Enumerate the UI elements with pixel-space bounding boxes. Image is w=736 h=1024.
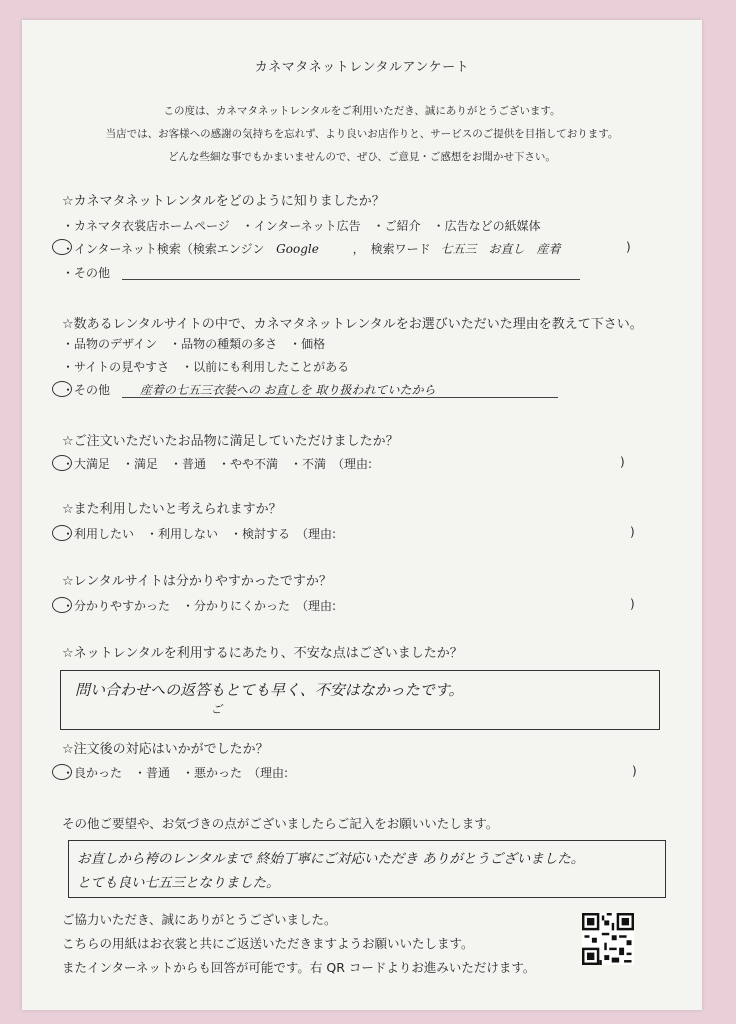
intro-line-2: 当店では、お客様への感謝の気持ちを忘れず、より良いお店作りと、サービスのご提供を目指しております。 bbox=[105, 128, 619, 140]
q7-question: ☆注文後の対応はいかがでしたか？ bbox=[62, 742, 269, 757]
q2-options-line2: ・サイトの見やすさ ・以前にも利用したことがある bbox=[62, 360, 350, 374]
q4-options: ・利用したい ・利用しない ・検討する （理由: bbox=[62, 527, 337, 541]
intro-text bbox=[22, 100, 702, 169]
q1-paren-close: ) bbox=[626, 240, 631, 254]
q5-options: ・分かりやすかった ・分かりにくかった （理由: bbox=[62, 599, 337, 613]
closing-line-1: ご協力いただき、誠にありがとうございました。 bbox=[62, 912, 337, 927]
q1-engine-answer: Google bbox=[276, 242, 319, 256]
closing-line-3: またインターネットからも回答が可能です。右 QR コードよりお進みいただけます。 bbox=[62, 960, 536, 975]
q3-options: ・大満足 ・満足 ・普通 ・やや不満 ・不満 （理由: bbox=[62, 457, 373, 471]
q8-answer-line1: お直しから袴のレンタルまで 終始丁寧にご対応いただき ありがとうございました。 bbox=[77, 851, 585, 867]
q5-paren-close: ) bbox=[630, 597, 635, 611]
q2-other-row bbox=[62, 381, 435, 398]
q1-options-line1: ・カネマタ衣裳店ホームページ ・インターネット広告 ・ご紹介 ・広告などの紙媒体 bbox=[62, 219, 541, 233]
q1-search-label: ・インターネット検索（検索エンジン bbox=[62, 242, 265, 256]
q8-question: その他ご要望や、お気づきの点がございましたらご記入をお願いいたします。 bbox=[62, 816, 499, 831]
q2-selection-circle bbox=[52, 381, 72, 397]
q7-selection-circle bbox=[52, 764, 72, 780]
qr-code[interactable] bbox=[582, 913, 634, 965]
survey-sheet bbox=[22, 20, 702, 1010]
closing-line-2: こちらの用紙はお衣裳と共にご返送いただきますようお願いいたします。 bbox=[62, 936, 474, 951]
q2-other-line bbox=[122, 397, 558, 398]
q7-paren-close: ) bbox=[632, 764, 637, 778]
q1-question: ☆カネマタネットレンタルをどのように知りましたか？ bbox=[62, 194, 385, 209]
q4-selection-circle bbox=[52, 525, 72, 541]
survey-title: カネマタネットレンタルアンケート bbox=[254, 60, 470, 75]
q1-other-line bbox=[122, 279, 580, 280]
q6-question: ☆ネットレンタルを利用するにあたり、不安な点はございましたか？ bbox=[62, 646, 463, 661]
q5-selection-circle bbox=[52, 597, 72, 613]
q3-paren-close: ) bbox=[620, 455, 625, 469]
q4-question: ☆また利用したいと考えられますか？ bbox=[62, 502, 282, 517]
q5-question: ☆レンタルサイトは分かりやすかったですか？ bbox=[62, 574, 332, 589]
q1-options-line2 bbox=[62, 240, 561, 257]
q6-answer: 問い合わせへの返答もとても早く、不安はなかったです。 bbox=[75, 681, 464, 699]
q1-keyword-answer: 七五三 お直し 産着 bbox=[440, 242, 561, 256]
q1-keyword-label: ， 検索ワード bbox=[352, 242, 431, 256]
q8-answer-line2: とても良い七五三となりました。 bbox=[77, 875, 280, 891]
q7-options: ・良かった ・普通 ・悪かった （理由: bbox=[62, 766, 289, 780]
q2-question: ☆数あるレンタルサイトの中で、カネマタネットレンタルをお選びいただいた理由を教えて下さい。 bbox=[62, 317, 643, 332]
q2-options-line1: ・品物のデザイン ・品物の種類の多さ ・価格 bbox=[62, 337, 326, 351]
q1-other: ・その他 bbox=[62, 266, 111, 280]
q8-answer-box bbox=[68, 840, 666, 898]
q3-selection-circle bbox=[52, 455, 72, 471]
intro-line-3: どんな些細な事でもかまいませんので、ぜひ、ご意見・ご感想をお聞かせ下さい。 bbox=[168, 151, 556, 163]
q1-selection-circle bbox=[52, 239, 72, 255]
q6-answer-box bbox=[60, 670, 660, 730]
q2-other: ・その他 bbox=[62, 383, 111, 397]
q2-other-answer: 産着の七五三衣装への お直しを 取り扱われていたから bbox=[139, 383, 436, 397]
intro-line-1: この度は、カネマタネットレンタルをご利用いただき、誠にありがとうございます。 bbox=[163, 105, 561, 117]
q3-question: ☆ご注文いただいたお品物に満足していただけましたか？ bbox=[62, 434, 399, 449]
q4-paren-close: ) bbox=[630, 525, 635, 539]
q6-correction: ご bbox=[211, 703, 222, 716]
